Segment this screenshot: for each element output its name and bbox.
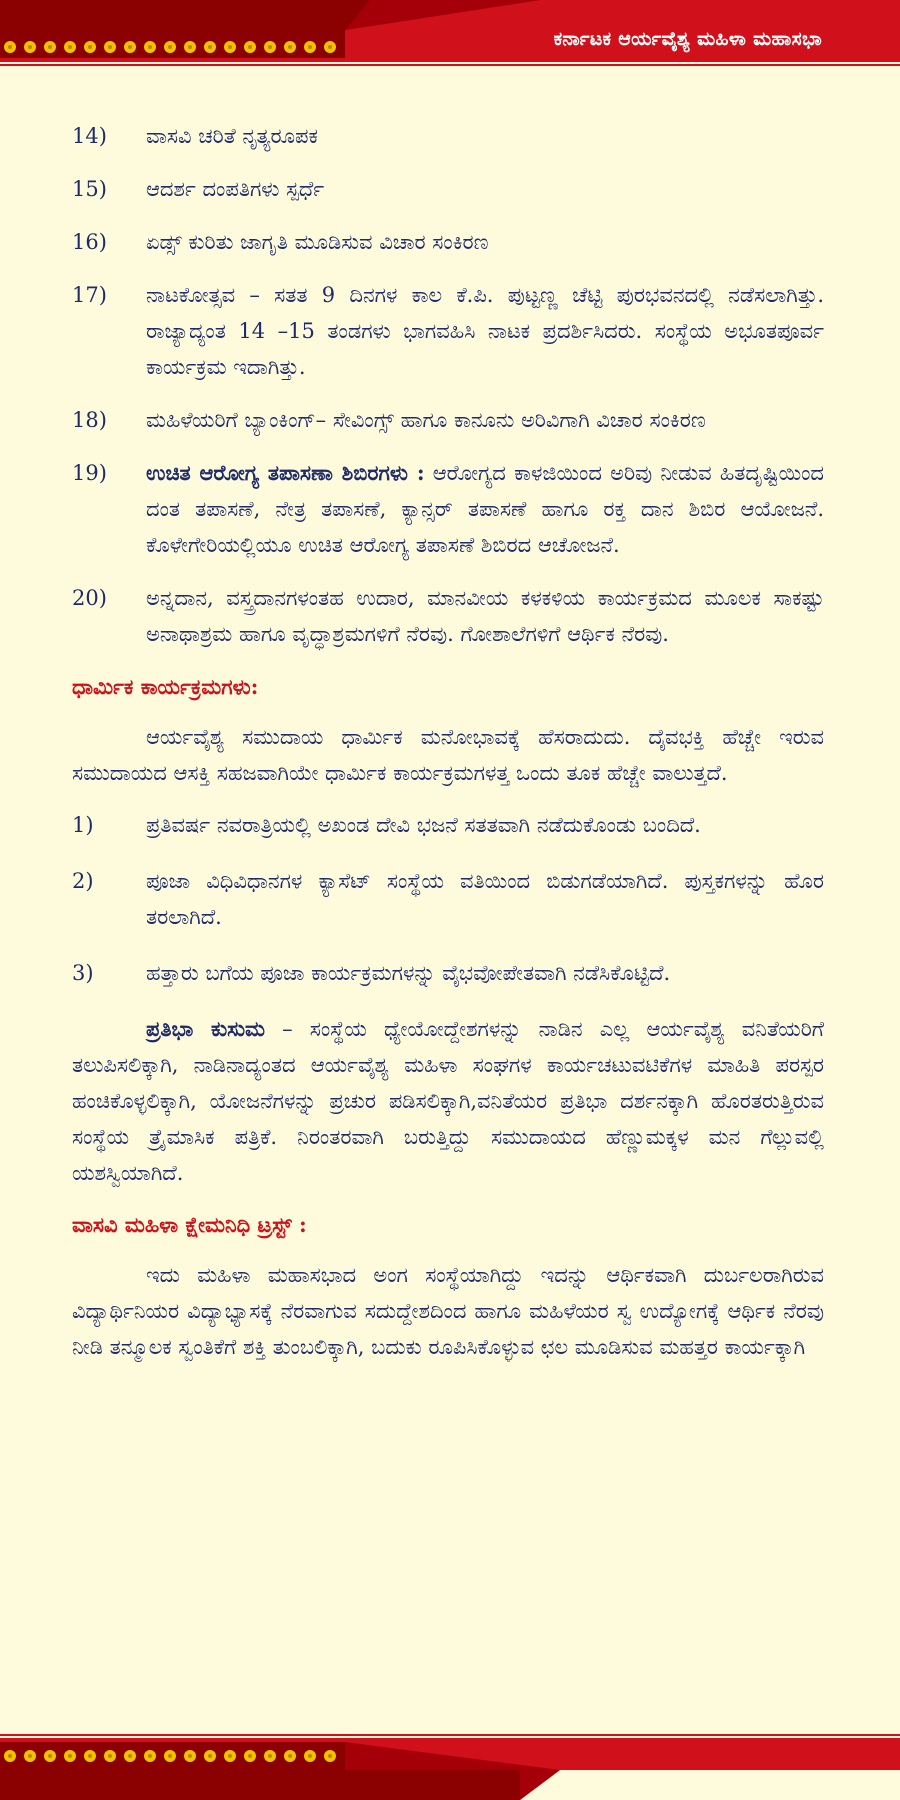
list-number: 17)	[72, 283, 107, 307]
list-text: ವಾಸವಿ ಚರಿತೆ ನೃತ್ಯರೂಪಕ	[146, 124, 318, 148]
list-item	[72, 402, 824, 438]
list-text: ಹತ್ತಾರು ಬಗೆಯ ಪೂಜಾ ಕಾರ್ಯಕ್ರಮಗಳನ್ನು ವೈಭವೋಪೇತವಾಗಿ ನಡೆಸಿಕೊಟ್ಟಿದೆ.	[146, 961, 671, 985]
list-text: ಪ್ರತಿವರ್ಷ ನವರಾತ್ರಿಯಲ್ಲಿ ಅಖಂಡ ದೇವಿ ಭಜನೆ ಸತತವಾಗಿ ನಡೆದುಕೊಂಡು ಬಂದಿದೆ.	[146, 813, 701, 837]
list-number: 3)	[72, 961, 94, 985]
list-number: 19)	[72, 461, 107, 485]
list-text-rest: ಆರೋಗ್ಯದ ಕಾಳಜಿಯಿಂದ ಅರಿವು ನೀಡುವ ಹಿತದೃಷ್ಟಿಯಿಂದ ದಂತ ತಪಾಸಣೆ, ನೇತ್ರ ತಪಾಸಣೆ, ಕ್ಯಾನ್ಸರ್ ತಪಾಸಣೆ ಹಾಗೂ ರಕ್ತ ದಾನ ಶಿಬಿರ ಆಯೋಜನೆ. ಕೊಳೇಗೇರಿಯಲ್ಲಿಯೂ ಉಚಿತ ಆರೋಗ್ಯ ತಪಾಸಣೆ ಶಿಬಿರದ ಆಚೋಜನೆ.	[146, 461, 825, 557]
list-text	[146, 455, 824, 563]
trust-paragraph: ಇದು ಮಹಿಳಾ ಮಹಾಸಭಾದ ಅಂಗ ಸಂಸ್ಥೆಯಾಗಿದ್ದು ಇದನ್ನು ಆರ್ಥಿಕವಾಗಿ ದುರ್ಬಲರಾಗಿರುವ ವಿದ್ಯಾರ್ಥಿನಿಯರ ವಿದ್ಯಾಭ್ಯಾಸಕ್ಕೆ ನೆರವಾಗುವ ಸದುದ್ದೇಶದಿಂದ ಹಾಗೂ ಮಹಿಳೆಯರ ಸ್ವ ಉದ್ಯೋಗಕ್ಕೆ ಆರ್ಥಿಕ ನೆರವು ನೀಡಿ ತನ್ಮೂಲಕ ಸ್ವಂತಿಕೆಗೆ ಶಕ್ತಿ ತುಂಬಲಿಕ್ಕಾಗಿ, ಬದುಕು ರೂಪಿಸಿಕೊಳ್ಳುವ ಛಲ ಮೂಡಿಸುವ ಮಹತ್ತರ ಕಾರ್ಯಕ್ಕಾಗಿ	[72, 1263, 824, 1359]
list-item	[72, 580, 824, 652]
pratibha-kusuma-paragraph	[72, 1011, 824, 1191]
list-text: ಅನ್ನದಾನ, ವಸ್ತ್ರದಾನಗಳಂತಹ ಉದಾರ, ಮಾನವೀಯ ಕಳಕಳಿಯ ಕಾರ್ಯಕ್ರಮದ ಮೂಲಕ ಸಾಕಷ್ಟು ಅನಾಥಾಶ್ರಮ ಹಾಗೂ ವೃದ್ಧಾಶ್ರಮಗಳಿಗೆ ನೆರವು. ಗೋಶಾಲೆಗಳಿಗೆ ಆರ್ಥಿಕ ನೆರವು.	[146, 586, 824, 646]
list-text: ಆದರ್ಶ ದಂಪತಿಗಳು ಸ್ಪರ್ಧೆ	[146, 177, 325, 201]
section-heading-religious: ಧಾರ್ಮಿಕ ಕಾರ್ಯಕ್ರಮಗಳು:	[72, 674, 259, 699]
list-item	[72, 863, 824, 935]
pratibha-kusuma-title: ಪ್ರತಿಭಾ ಕುಸುಮ	[146, 1016, 265, 1041]
religious-list	[72, 807, 824, 991]
list-item	[72, 277, 824, 385]
list-text: ಏಡ್ಸ್ ಕುರಿತು ಜಾಗೃತಿ ಮೂಡಿಸುವ ವಿಚಾರ ಸಂಕಿರಣ	[146, 230, 489, 254]
list-number: 16)	[72, 230, 107, 254]
list-text: ನಾಟಕೋತ್ಸವ – ಸತತ 9 ದಿನಗಳ ಕಾಲ ಕೆ.ಪಿ. ಪುಟ್ಟಣ್ಣ ಚೆಟ್ಟಿ ಪುರಭವನದಲ್ಲಿ ನಡೆಸಲಾಗಿತ್ತು. ರಾಜ್ಯಾದ್ಯಂತ 14 –15 ತಂಡಗಳು ಭಾಗವಹಿಸಿ ನಾಟಕ ಪ್ರದರ್ಶಿಸಿದರು. ಸಂಸ್ಥೆಯ ಅಭೂತಪೂರ್ವ ಕಾರ್ಯಕ್ರಮ ಇದಾಗಿತ್ತು.	[146, 283, 824, 379]
list-bold-lead: ಉಚಿತ ಆರೋಗ್ಯ ತಪಾಸಣಾ ಶಿಬಿರಗಳು :	[146, 460, 425, 485]
header-title: ಕರ್ನಾಟಕ ಆರ್ಯವೈಶ್ಯ ಮಹಿಳಾ ಮಹಾಸಭಾ	[553, 28, 822, 50]
pratibha-kusuma-text: – ಸಂಸ್ಥೆಯ ಧ್ಯೇಯೋದ್ದೇಶಗಳನ್ನು ನಾಡಿನ ಎಲ್ಲ ಆರ್ಯವೈಶ್ಯ ವನಿತೆಯರಿಗೆ ತಲುಪಿಸಲಿಕ್ಕಾಗಿ, ನಾಡಿನಾದ್ಯಂತದ ಆರ್ಯವೈಶ್ಯ ಮಹಿಳಾ ಸಂಘಗಳ ಕಾರ್ಯಚಟುವಟಿಕೆಗಳ ಮಾಹಿತಿ ಪರಸ್ಪರ ಹಂಚಿಕೊಳ್ಳಲಿಕ್ಕಾಗಿ, ಯೋಜನೆಗಳನ್ನು ಪ್ರಚುರ ಪಡಿಸಲಿಕ್ಕಾಗಿ,ವನಿತೆಯರ ಪ್ರತಿಭಾ ದರ್ಶನಕ್ಕಾಗಿ ಹೊರತರುತ್ತಿರುವ ಸಂಸ್ಥೆಯ ತ್ರೈಮಾಸಿಕ ಪತ್ರಿಕೆ. ನಿರಂತರವಾಗಿ ಬರುತ್ತಿದ್ದು ಸಮುದಾಯದ ಹೆಣ್ಣುಮಕ್ಕಳ ಮನ ಗೆಲ್ಲುವಲ್ಲಿ ಯಶಸ್ವಿಯಾಗಿದೆ.	[72, 1017, 824, 1185]
program-list	[72, 118, 824, 652]
section-heading-trust: ವಾಸವಿ ಮಹಿಳಾ ಕ್ಷೇಮನಿಧಿ ಟ್ರಸ್ಟ್ :	[72, 1212, 307, 1237]
list-item	[72, 455, 824, 563]
list-number: 20)	[72, 586, 107, 610]
list-text: ಪೂಜಾ ವಿಧಿವಿಧಾನಗಳ ಕ್ಯಾಸೆಟ್ ಸಂಸ್ಥೆಯ ವತಿಯಿಂದ ಬಿಡುಗಡೆಯಾಗಿದೆ. ಪುಸ್ತಕಗಳನ್ನು ಹೊರ ತರಲಾಗಿದೆ.	[146, 869, 824, 929]
list-number: 1)	[72, 813, 94, 837]
document-body	[72, 118, 824, 1381]
list-item	[72, 171, 824, 207]
list-text: ಮಹಿಳೆಯರಿಗೆ ಬ್ಯಾಂಕಿಂಗ್– ಸೇವಿಂಗ್ಸ್ ಹಾಗೂ ಕಾನೂನು ಅರಿವಿಗಾಗಿ ವಿಚಾರ ಸಂಕಿರಣ	[146, 408, 706, 432]
page-header	[0, 0, 900, 70]
list-number: 15)	[72, 177, 107, 201]
section-intro: ಆರ್ಯವೈಶ್ಯ ಸಮುದಾಯ ಧಾರ್ಮಿಕ ಮನೋಭಾವಕ್ಕೆ ಹೆಸರಾದುದು. ದೈವಭಕ್ತಿ ಹೆಚ್ಚೇ ಇರುವ ಸಮುದಾಯದ ಆಸಕ್ತಿ ಸಹಜವಾಗಿಯೇ ಧಾರ್ಮಿಕ ಕಾರ್ಯಕ್ರಮಗಳತ್ತ ಒಂದು ತೂಕ ಹೆಚ್ಚೇ ವಾಲುತ್ತದೆ.	[72, 725, 824, 785]
list-item	[72, 118, 824, 154]
list-item	[72, 807, 824, 843]
list-item	[72, 955, 824, 991]
page-footer	[0, 1730, 900, 1800]
list-number: 14)	[72, 124, 107, 148]
list-number: 18)	[72, 408, 107, 432]
list-item	[72, 224, 824, 260]
list-number: 2)	[72, 869, 94, 893]
footer-banner-graphic	[0, 1730, 900, 1800]
